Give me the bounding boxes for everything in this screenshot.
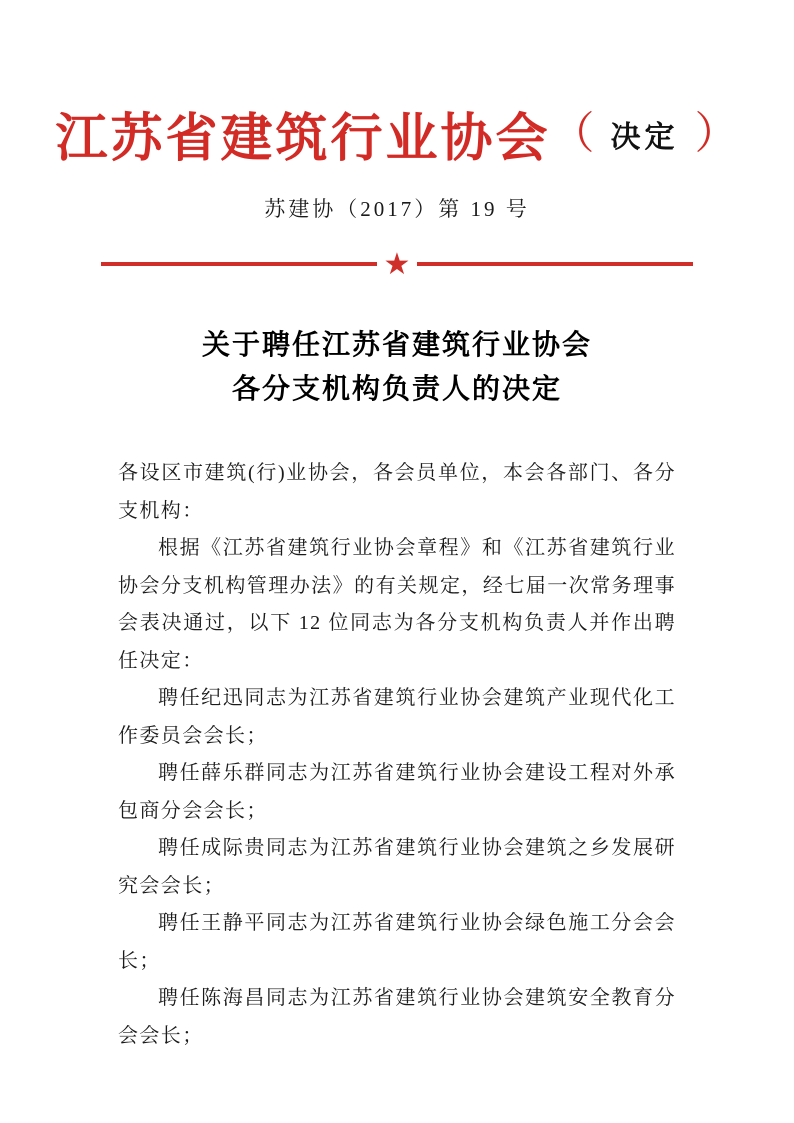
- org-name: 江苏省建筑行业协会: [55, 111, 551, 168]
- masthead-line: [55, 96, 738, 171]
- red-divider: [101, 249, 693, 279]
- divider-rule-left: [101, 262, 377, 266]
- salutation-paragraph: 各设区市建筑(行)业协会，各会员单位，本会各部门、各分支机构：: [118, 462, 676, 522]
- masthead: [0, 96, 794, 171]
- basis-paragraph: 根据《江苏省建筑行业协会章程》和《江苏省建筑行业协会分支机构管理办法》的有关规定，经七届一次常务理事会表决通过，以下 12 位同志为各分支机构负责人并作出聘任决定：: [118, 537, 676, 672]
- appointment-paragraph: 聘任成际贵同志为江苏省建筑行业协会建筑之乡发展研究会会长；: [118, 837, 676, 897]
- appointment-paragraph: 聘任纪迅同志为江苏省建筑行业协会建筑产业现代化工作委员会会长；: [118, 687, 676, 747]
- document-title-line1: 关于聘任江苏省建筑行业协会: [201, 329, 592, 360]
- appointment-paragraph: 聘任陈海昌同志为江苏省建筑行业协会建筑安全教育分会会长；: [118, 987, 676, 1047]
- paren-close: ）: [694, 108, 739, 158]
- appointment-paragraph: 聘任王静平同志为江苏省建筑行业协会绿色施工分会会长；: [118, 912, 676, 972]
- appointment-paragraph: 聘任薛乐群同志为江苏省建筑行业协会建设工程对外承包商分会会长；: [118, 762, 676, 822]
- doc-type-label: 决定: [610, 120, 679, 154]
- paren-open: （: [550, 108, 595, 158]
- document-title-line2: 各分支机构负责人的决定: [231, 373, 562, 404]
- document-body: [118, 455, 676, 1055]
- star-icon: ★: [383, 248, 411, 281]
- doc-number: 苏建协（2017）第 19 号: [264, 197, 530, 221]
- document-title: [0, 323, 794, 411]
- divider-rule-right: [417, 262, 693, 266]
